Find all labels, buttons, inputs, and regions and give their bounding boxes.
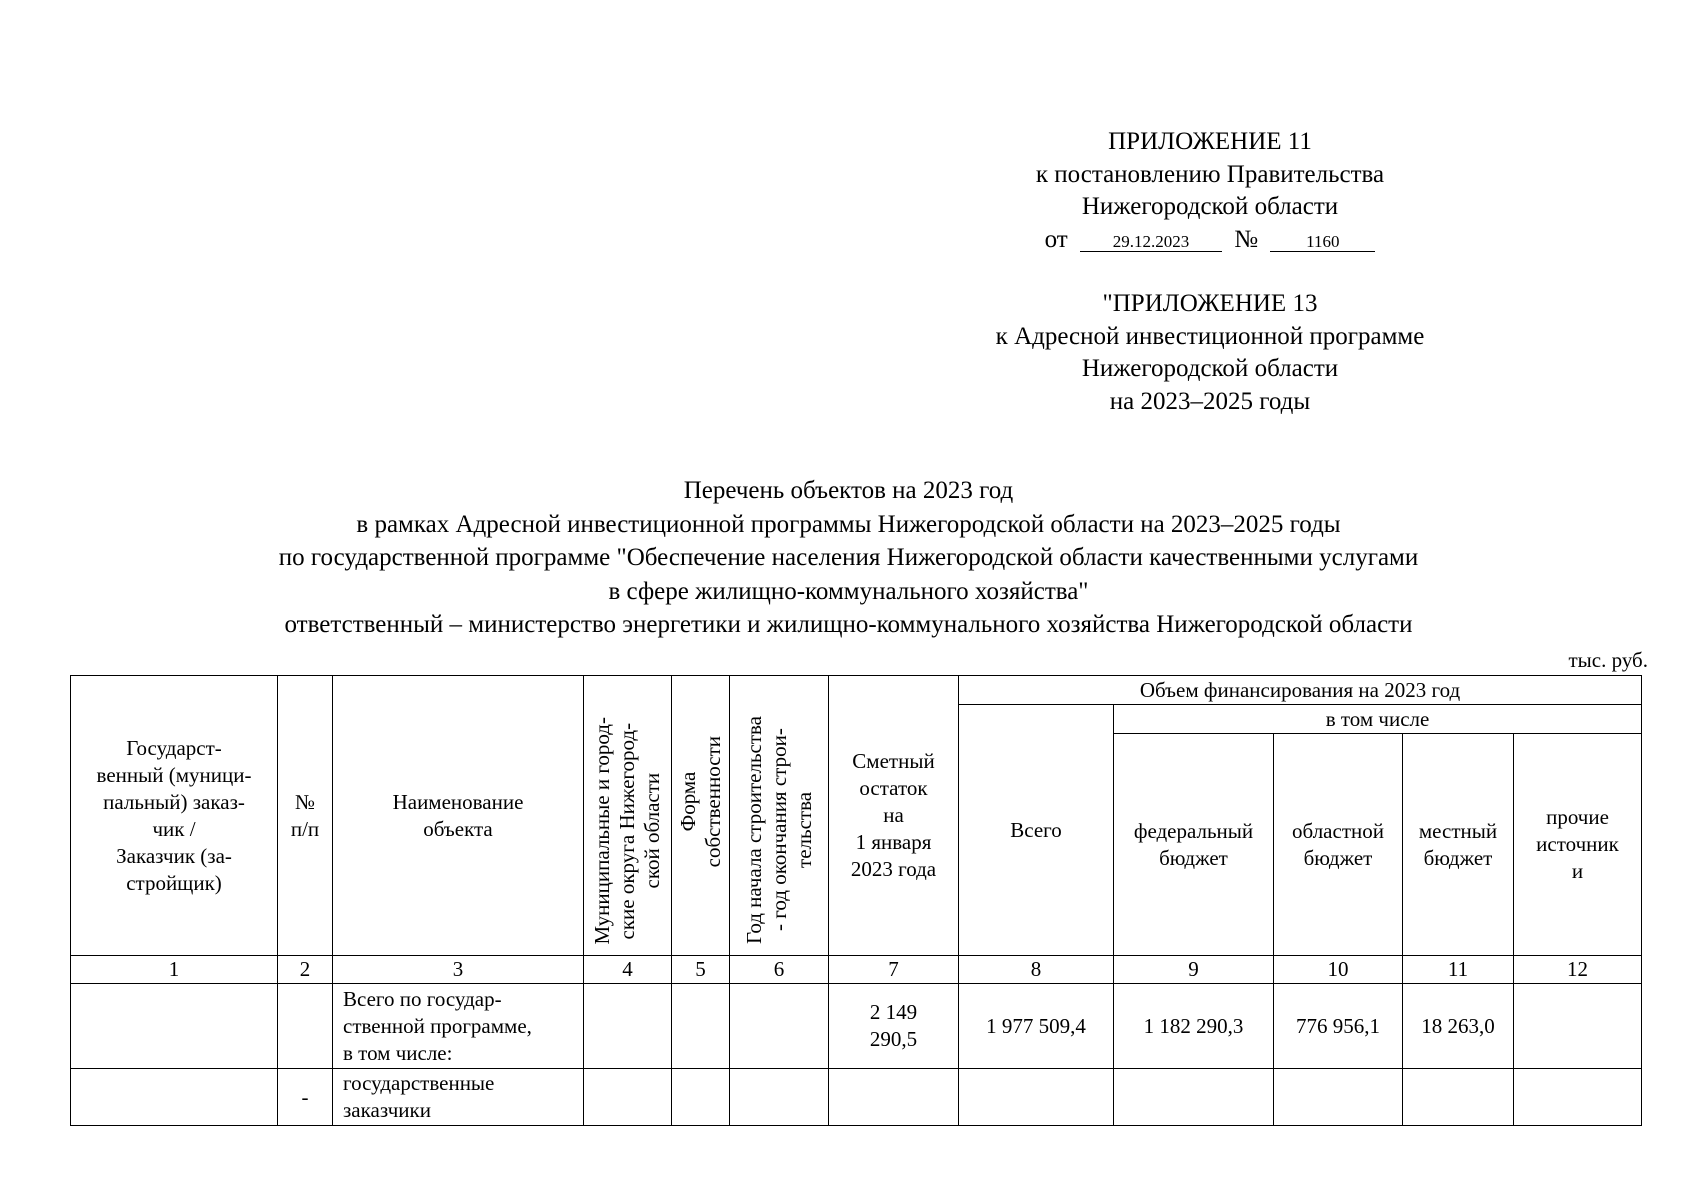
unit-label: тыс. руб. xyxy=(1568,648,1648,672)
cell-num: - xyxy=(278,1069,333,1126)
appendix-title: ПРИЛОЖЕНИЕ 11 xyxy=(1108,128,1312,155)
column-number: 12 xyxy=(1514,956,1642,984)
header-balance: Сметный остаток на 1 января 2023 года xyxy=(829,676,959,956)
cell-num xyxy=(278,984,333,1069)
cell-customer xyxy=(71,1069,278,1126)
cell-district xyxy=(584,1069,672,1126)
title-line-2: в рамках Адресной инвестиционной программы Нижегородской области на 2023–2025 годы xyxy=(356,510,1341,538)
title-line-4: в сфере жилищно-коммунального хозяйства" xyxy=(608,577,1089,605)
header-including: в том числе xyxy=(1114,705,1642,734)
header-num: № п/п xyxy=(278,676,333,956)
cell-other xyxy=(1514,984,1642,1069)
cell-regional: 776 956,1 xyxy=(1274,984,1403,1069)
header-ownership: Форма собственности xyxy=(672,676,730,956)
cell-ownership xyxy=(672,1069,730,1126)
title-line-3: по государственной программе "Обеспечение населения Нижегородской области качественными услугами xyxy=(278,544,1419,571)
header-local: местный бюджет xyxy=(1403,734,1514,956)
cell-regional xyxy=(1274,1069,1403,1126)
table-row xyxy=(71,984,1642,1069)
cell-district xyxy=(584,984,672,1069)
cell-balance: 2 149 290,5 xyxy=(829,984,959,1069)
column-number: 11 xyxy=(1403,956,1514,984)
column-number: 6 xyxy=(730,956,829,984)
cell-ownership xyxy=(672,984,730,1069)
header-customer: Государст- венный (муници- пальный) заказ- чик / Заказчик (за- стройщик) xyxy=(71,676,278,956)
cell-federal: 1 182 290,3 xyxy=(1114,984,1274,1069)
decree-number: 1160 xyxy=(1270,232,1375,252)
header-regional: областной бюджет xyxy=(1274,734,1403,956)
appendix-line-1: к постановлению Правительства xyxy=(1035,160,1385,188)
from-label: от xyxy=(1044,225,1068,253)
program-appendix-line-1: к Адресной инвестиционной программе xyxy=(995,322,1425,350)
program-appendix-line-2: Нижегородской области xyxy=(1081,355,1339,382)
document-title xyxy=(0,474,1697,642)
column-number: 5 xyxy=(672,956,730,984)
column-number: 1 xyxy=(71,956,278,984)
header-federal: федеральный бюджет xyxy=(1114,734,1274,956)
column-number: 9 xyxy=(1114,956,1274,984)
objects-table xyxy=(70,675,1642,1126)
cell-name: государственные заказчики xyxy=(333,1069,584,1126)
decree-date: 29.12.2023 xyxy=(1080,232,1222,252)
cell-total: 1 977 509,4 xyxy=(959,984,1114,1069)
header-other: прочие источник и xyxy=(1514,734,1642,956)
column-number: 4 xyxy=(584,956,672,984)
header-name: Наименование объекта xyxy=(333,676,584,956)
cell-years xyxy=(730,1069,829,1126)
cell-federal xyxy=(1114,1069,1274,1126)
cell-name: Всего по государ- ственной программе, в том числе: xyxy=(333,984,584,1069)
program-appendix-title: "ПРИЛОЖЕНИЕ 13 xyxy=(1102,290,1318,317)
column-number: 2 xyxy=(278,956,333,984)
column-number: 10 xyxy=(1274,956,1403,984)
header-funding: Объем финансирования на 2023 год xyxy=(959,676,1642,705)
cell-local xyxy=(1403,1069,1514,1126)
appendix-date-line xyxy=(1000,224,1420,257)
column-numbers-row xyxy=(71,956,1642,984)
column-number: 7 xyxy=(829,956,959,984)
column-number: 3 xyxy=(333,956,584,984)
cell-other xyxy=(1514,1069,1642,1126)
appendix-header xyxy=(1000,126,1420,256)
column-number: 8 xyxy=(959,956,1114,984)
cell-years xyxy=(730,984,829,1069)
header-district: Муниципальные и город- ские округа Нижегород- ской области xyxy=(584,676,672,956)
table-row xyxy=(71,1069,1642,1126)
title-line-1: Перечень объектов на 2023 год xyxy=(683,477,1014,504)
cell-total xyxy=(959,1069,1114,1126)
program-appendix-line-3: на 2023–2025 годы xyxy=(1109,387,1311,415)
cell-balance xyxy=(829,1069,959,1126)
appendix-line-2: Нижегородской области xyxy=(1081,193,1339,220)
header-total: Всего xyxy=(959,705,1114,956)
cell-local: 18 263,0 xyxy=(1403,984,1514,1069)
cell-customer xyxy=(71,984,278,1069)
number-label: № xyxy=(1234,225,1259,253)
program-appendix-header xyxy=(980,288,1440,418)
title-line-5: ответственный – министерство энергетики и жилищно-коммунального хозяйства Нижегородской области xyxy=(284,611,1413,638)
header-years: Год начала строительства - год окончания строи- тельства xyxy=(730,676,829,956)
